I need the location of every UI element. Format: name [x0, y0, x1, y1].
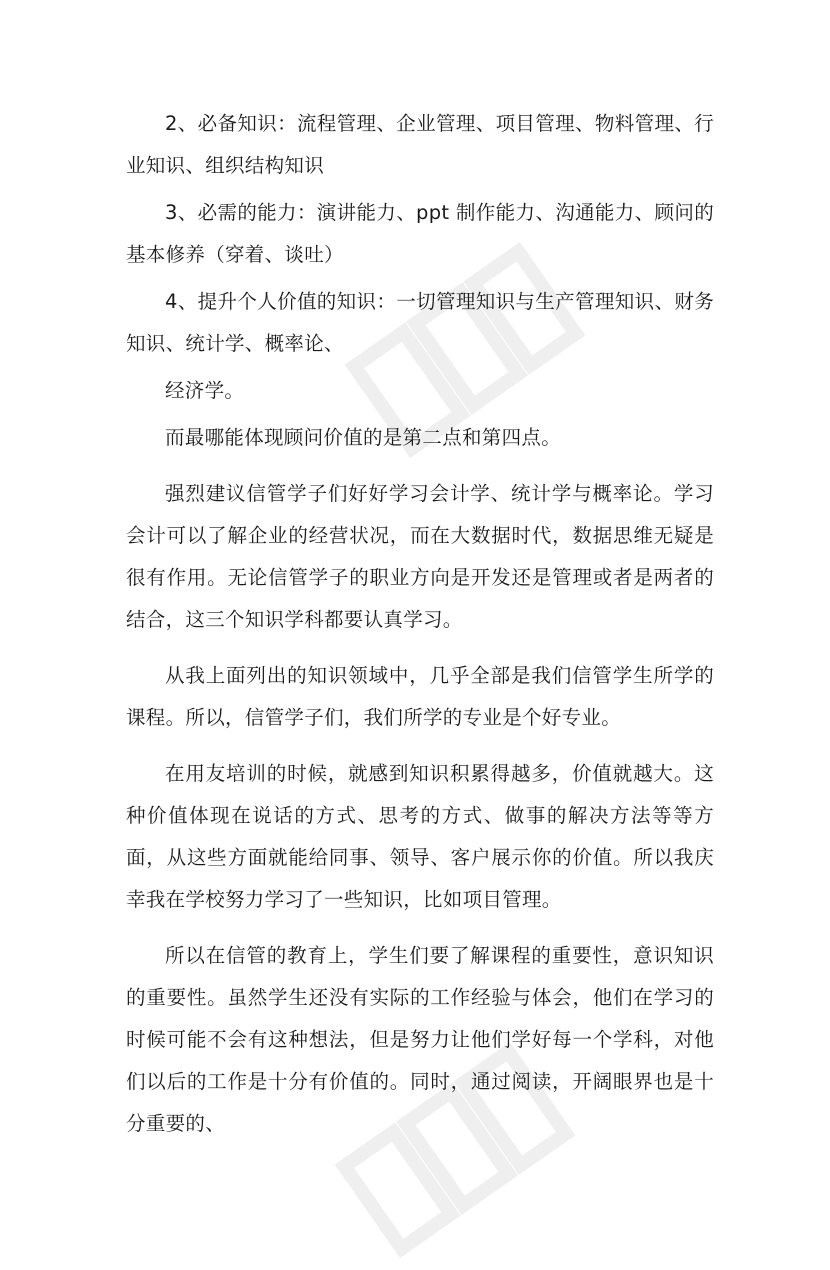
paragraph-education: 所以在信管的教育上，学生们要了解课程的重要性，意识知识的重要性。虽然学生还没有实际的工作经验与体会，他们在学习的时候可能不会有这种想法，但是努力让他们学好每一个学科，对他们以后的工作是十分有价值的。同时，通过阅读，开阔眼界也是十分重要的、: [126, 944, 714, 1135]
paragraph-consultant-value: 而最哪能体现顾问价值的是第二点和第四点。: [165, 426, 562, 449]
document-body: [126, 103, 714, 1159]
paragraph-knowledge-fields: 从我上面列出的知识领域中，几乎全部是我们信管学生所学的课程。所以，信管学子们，我们所学的专业是个好专业。: [126, 664, 714, 729]
paragraph-economics: 经济学。: [165, 379, 245, 402]
paragraph-recommendation: 强烈建议信管学子们好好学习会计学、统计学与概率论。学习会计可以了解企业的经营状况，而在大数据时代，数据思维无疑是很有作用。无论信管学子的职业方向是开发还是管理或者是两者的结合，这三个知识学科都要认真学习。: [126, 482, 714, 631]
paragraph-training-experience: 在用友培训的时候，就感到知识积累得越多，价值就越大。这种价值体现在说话的方式、思考的方式、做事的解决方法等等方面，从这些方面就能给同事、领导、客户展示你的价值。所以我庆幸我在学校努力学习了一些知识，比如项目管理。: [126, 762, 714, 911]
paragraph-required-knowledge: 2、必备知识：流程管理、企业管理、项目管理、物料管理、行业知识、组织结构知识: [126, 112, 714, 177]
paragraph-value-knowledge: 4、提升个人价值的知识：一切管理知识与生产管理知识、财务知识、统计学、概率论、: [126, 290, 714, 355]
paragraph-required-abilities: 3、必需的能力：演讲能力、ppt 制作能力、沟通能力、顾问的基本修养（穿着、谈吐）: [126, 201, 714, 266]
